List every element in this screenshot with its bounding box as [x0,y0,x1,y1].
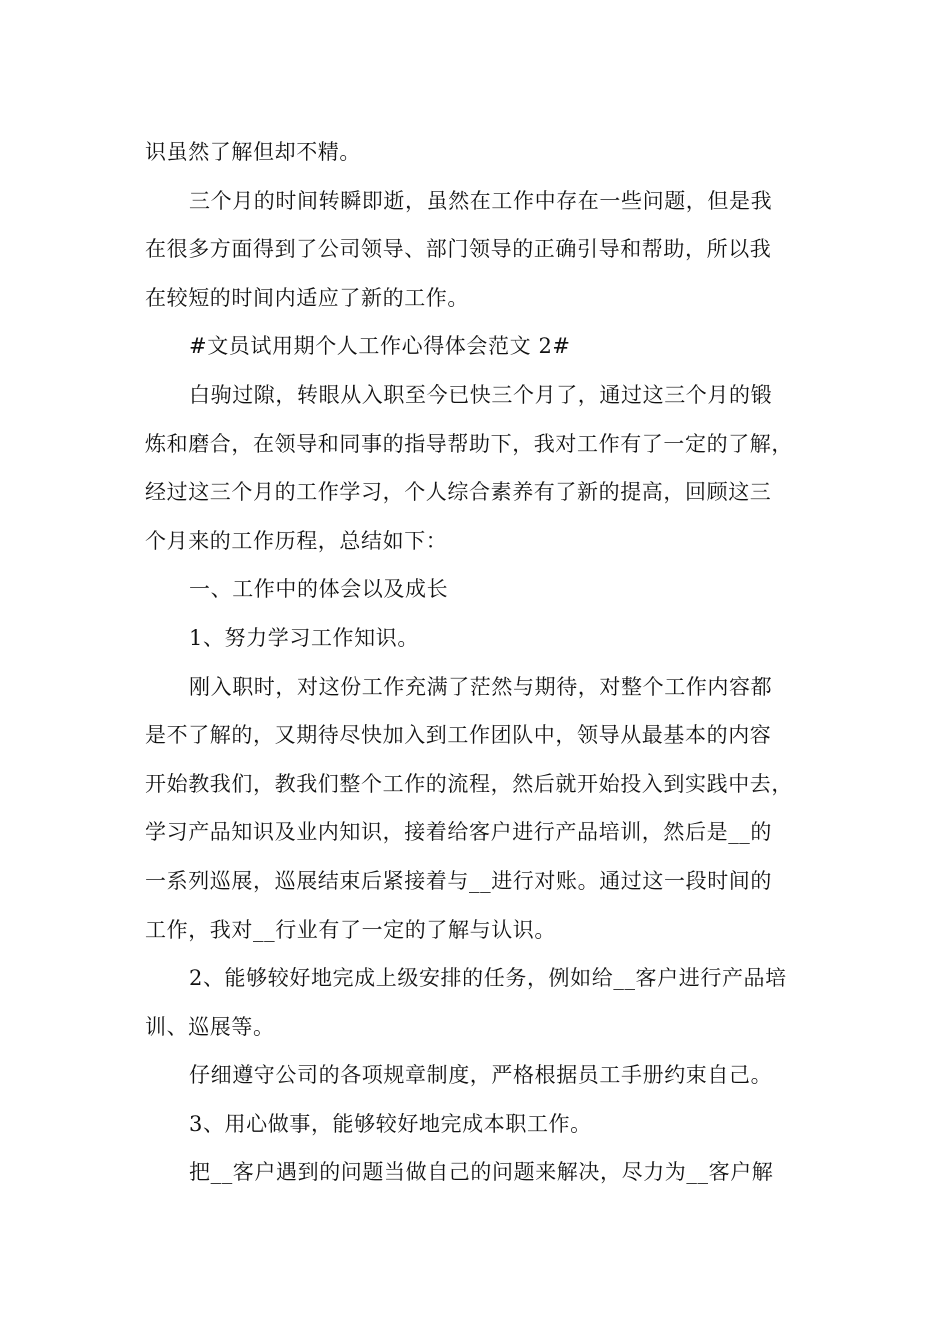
text-line: 1、努力学习工作知识。 [189,625,419,650]
text-line: 学习产品知识及业内知识，接着给客户进行产品培训，然后是__的 [145,820,772,845]
document-body [145,128,825,1197]
text-line: 刚入职时，对这份工作充满了茫然与期待，对整个工作内容都 [189,674,773,699]
text-line: 训、巡展等。 [145,1014,275,1039]
text-line: 炼和磨合，在领导和同事的指导帮助下，我对工作有了一定的了解， [145,431,793,456]
text-line: 仔细遵守公司的各项规章制度，严格根据员工手册约束自己。 [189,1063,773,1088]
text-line: 白驹过隙，转眼从入职至今已快三个月了，通过这三个月的锻 [189,382,773,407]
text-line: #文员试用期个人工作心得体会范文 2# [189,334,571,359]
text-line: 经过这三个月的工作学习，个人综合素养有了新的提高，回顾这三 [145,480,772,505]
text-line: 个月来的工作历程，总结如下： [145,528,448,553]
text-line: 三个月的时间转瞬即逝，虽然在工作中存在一些问题，但是我 [189,188,773,213]
text-line: 把__客户遇到的问题当做自己的问题来解决，尽力为__客户解 [189,1160,774,1185]
text-line: 工作，我对__行业有了一定的了解与认识。 [145,917,556,942]
text-line: 在很多方面得到了公司领导、部门领导的正确引导和帮助，所以我 [145,237,772,262]
text-line: 一系列巡展，巡展结束后紧接着与__进行对账。通过这一段时间的 [145,868,772,893]
text-line: 3、用心做事，能够较好地完成本职工作。 [189,1111,592,1136]
text-line: 开始教我们，教我们整个工作的流程，然后就开始投入到实践中去， [145,771,793,796]
text-line: 是不了解的，又期待尽快加入到工作团队中，领导从最基本的内容 [145,723,772,748]
text-line: 2、能够较好地完成上级安排的任务，例如给__客户进行产品培 [189,966,787,991]
text-line: 识虽然了解但却不精。 [145,140,361,164]
text-line: 一、工作中的体会以及成长 [189,577,449,602]
text-line: 在较短的时间内适应了新的工作。 [145,285,469,310]
